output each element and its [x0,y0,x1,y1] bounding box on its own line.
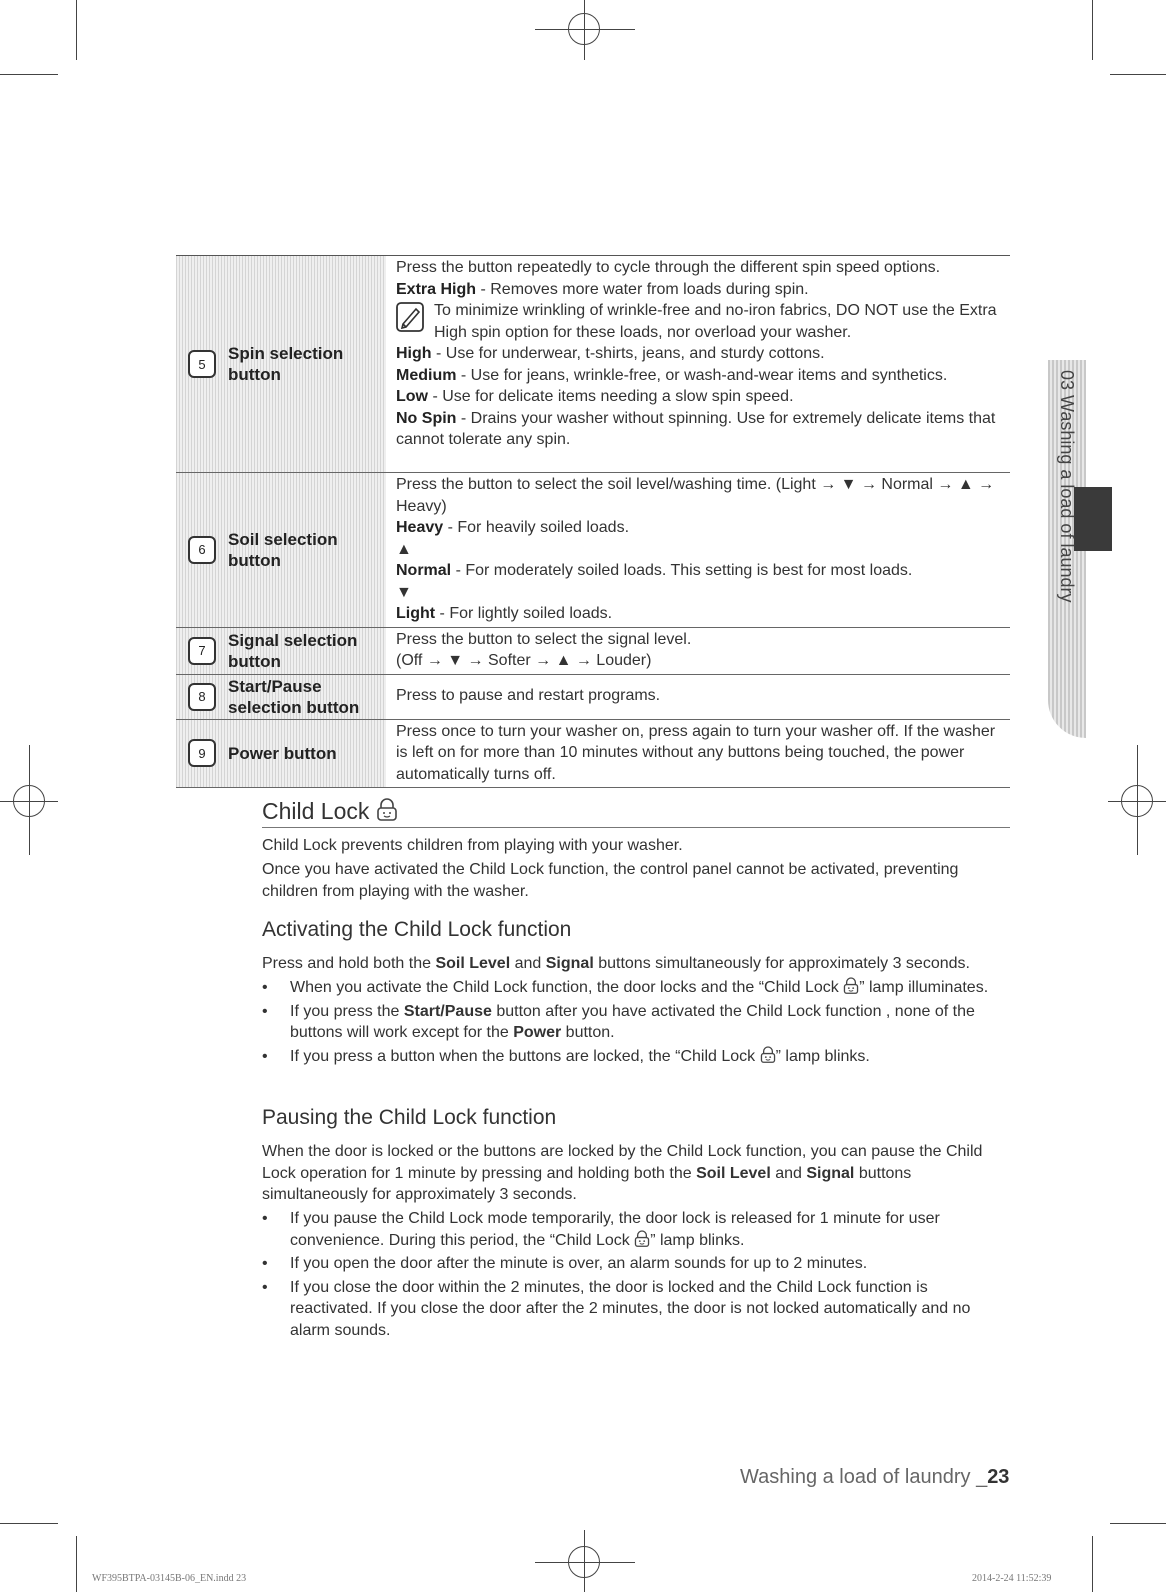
feature-name: Spin selection button [228,344,344,384]
feature-number-badge: 8 [188,683,216,711]
chapter-side-label: 03 Washing a load of laundry [1057,370,1077,603]
table-row [176,675,1010,720]
list-item: • If you pause the Child Lock mode temporarily, the door lock is released for 1 minute for user convenience. During this period, the “Child Lock ” lamp blinks. [262,1208,1010,1251]
feature-name: Soil selection button [228,529,338,570]
list-item: • If you close the door within the 2 minutes, the door is locked and the Child Lock function is reactivated. If you close the door after the 2 minutes, the door is not locked automatically and no alarm sounds. [262,1277,1010,1342]
description-line: Extra High - Removes more water from loads during spin. [396,280,809,298]
feature-name: Power button [228,743,337,763]
feature-label [176,473,386,627]
feature-description [386,675,1010,719]
pausing-paragraph: When the door is locked or the buttons are locked by the Child Lock function, you can pause the Child Lock operation for 1 minute by pressing and holding both the Soil Level and Signal buttons simultaneously for approximately 3 seconds. [262,1143,983,1203]
feature-number-badge: 6 [188,536,216,564]
feature-number-badge: 7 [188,637,216,665]
activating-paragraph: Press and hold both the Soil Level and Signal buttons simultaneously for approximately 3 seconds. [262,955,970,972]
print-date-info: 2014-2-24 11:52:39 [972,1573,1052,1584]
feature-label [176,675,386,719]
activating-bullets [262,977,1010,1069]
list-item: • If you press a button when the buttons are locked, the “Child Lock ” lamp blinks. [262,1046,1010,1068]
list-item: • When you activate the Child Lock function, the door locks and the “Child Lock ” lamp illuminates. [262,977,1010,999]
page-footer: Washing a load of laundry _23 [740,1466,1010,1488]
description-line: Low - Use for delicate items needing a slow spin speed. [396,388,794,405]
description-line: Light - For lightly soiled loads. [396,605,613,622]
feature-description [386,473,1010,627]
description-line: Medium - Use for jeans, wrinkle-free, or wash-and-wear items and synthetics. [396,366,948,384]
description-line: Normal - For moderately soiled loads. This setting is best for most loads. [396,562,913,579]
child-lock-icon [376,798,398,822]
child-lock-title-text: Child Lock [262,798,370,824]
print-file-info: WF395BTPA-03145B-06_EN.indd 23 [92,1573,247,1584]
feature-label [176,628,386,674]
table-row [176,628,1010,675]
note-pencil-icon [396,302,424,332]
description-line: (Off → ▼ → Softer → ▲ → Louder) [396,652,652,669]
table-row [176,256,1010,473]
table-row [176,473,1010,628]
description-line: Press to pause and restart programs. [396,687,661,705]
child-lock-intro: Child Lock prevents children from playing with your washer. [262,837,683,854]
page-number: 23 [987,1466,1010,1488]
activating-heading: Activating the Child Lock function [262,918,572,941]
description-line: Press once to turn your washer on, press again to turn your washer off. If the washer is left on for more than 10 minutes without any buttons being touched, the power automatically turns off. [396,722,996,783]
description-line: Press the button to select the soil level/washing time. (Light → ▼ → Normal → ▲ → Heavy) [396,476,995,515]
control-panel-table [176,255,1010,788]
feature-label [176,720,386,788]
description-line: Heavy - For heavily soiled loads. [396,519,630,536]
pausing-heading: Pausing the Child Lock function [262,1106,557,1129]
child-lock-icon [634,1230,650,1248]
feature-name: Signal selection button [228,630,358,671]
list-item: • If you open the door after the minute is over, an alarm sounds for up to 2 minutes. [262,1253,1010,1275]
feature-label [176,256,386,472]
child-lock-title [262,798,1010,828]
description-line: Press the button repeatedly to cycle through the different spin speed options. [396,259,941,276]
caution-note: To minimize wrinkling of wrinkle-free and no-iron fabrics, DO NOT use the Extra High spin option for these loads, nor overload your washer. [396,300,1000,343]
child-lock-intro-2: Once you have activated the Child Lock function, the control panel cannot be activated, preventing children from playing with the washer. [262,861,959,900]
pausing-bullets [262,1208,1010,1343]
description-line: ▲ [396,540,412,558]
feature-number-badge: 5 [188,350,216,378]
description-line: High - Use for underwear, t-shirts, jeans, and sturdy cottons. [396,345,825,362]
description-line: ▼ [396,583,412,601]
feature-number-badge: 9 [188,739,216,767]
table-row [176,720,1010,789]
child-lock-icon [843,977,859,995]
feature-description [386,628,1010,674]
feature-description [386,256,1010,472]
feature-description [386,720,1010,788]
description-line: Press the button to select the signal level. [396,630,692,648]
list-item: • If you press the Start/Pause button after you have activated the Child Lock function , none of the buttons will work except for the Power button. [262,1001,1010,1044]
child-lock-icon [760,1046,776,1064]
feature-name: Start/Pause selection button [228,676,360,717]
description-line: No Spin - Drains your washer without spinning. Use for extremely delicate items that cannot tolerate any spin. [396,409,996,448]
